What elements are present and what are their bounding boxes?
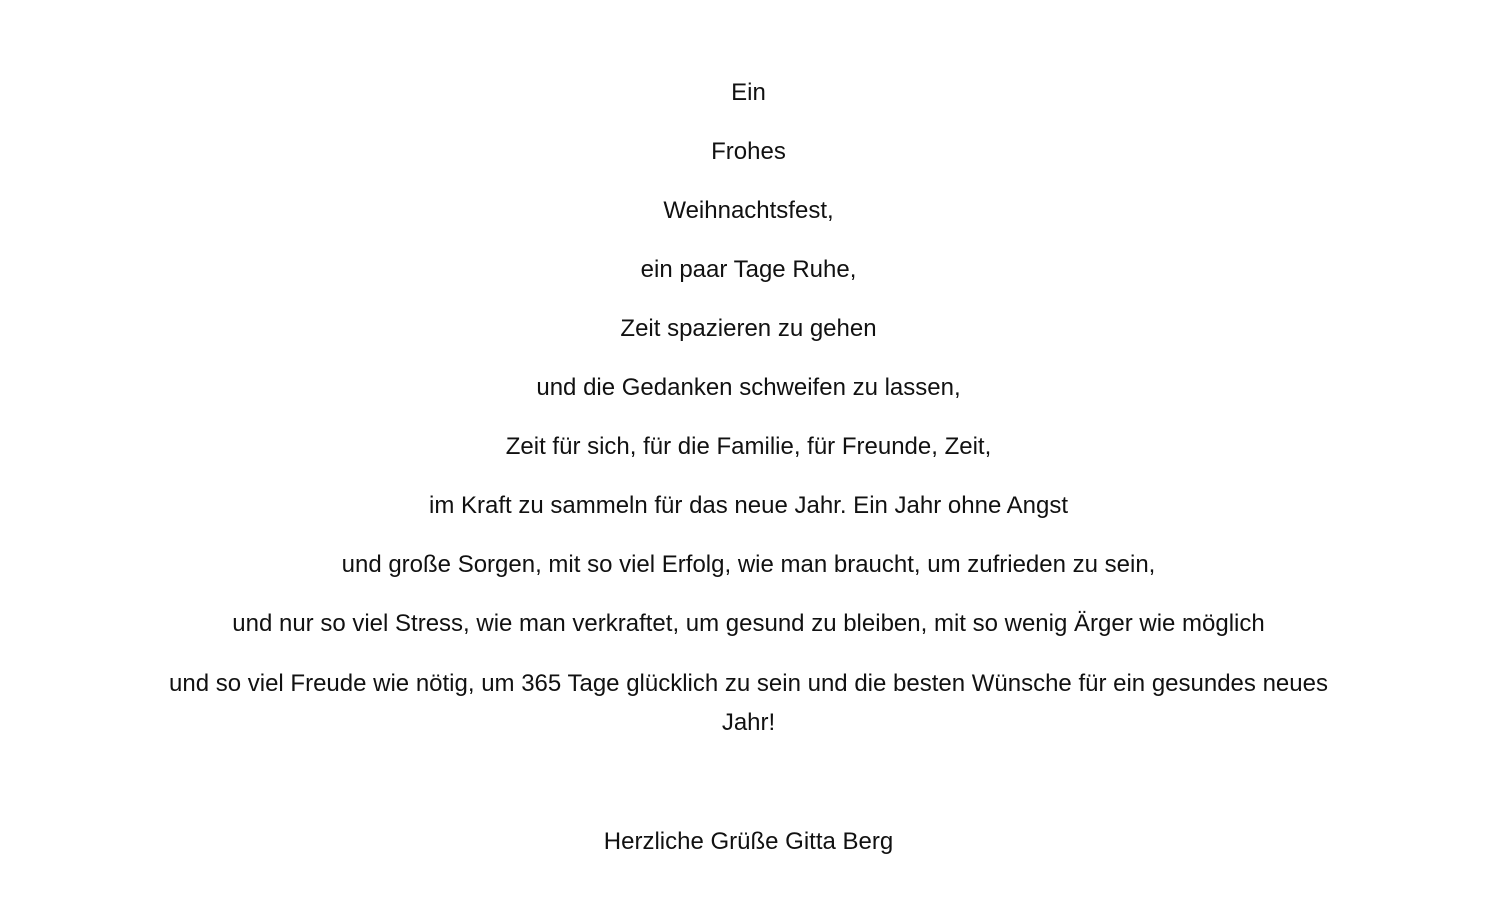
greeting-line: Frohes [711,138,786,165]
greeting-line: und nur so viel Stress, wie man verkraftet, um gesund zu bleiben, mit so wenig Ärger wie möglich [232,610,1265,637]
greeting-line: und so viel Freude wie nötig, um 365 Tage glücklich zu sein und die besten Wünsche für ein gesundes neues Jahr! [169,670,1328,736]
greeting-line: und große Sorgen, mit so viel Erfolg, wie man braucht, um zufrieden zu sein, [341,551,1156,578]
greeting-line: Ein [731,79,766,106]
signature: Herzliche Grüße Gitta Berg [603,828,894,855]
greeting-line: Zeit spazieren zu gehen [620,315,877,342]
greeting-line: und die Gedanken schweifen zu lassen, [536,374,961,401]
greeting-line: Zeit für sich, für die Familie, für Freunde, Zeit, [505,433,992,460]
greeting-line: Weihnachtsfest, [663,197,834,224]
greeting-text [0,78,1497,742]
greeting-line: ein paar Tage Ruhe, [640,256,857,283]
greeting-line: im Kraft zu sammeln für das neue Jahr. Ein Jahr ohne Angst [429,492,1068,519]
